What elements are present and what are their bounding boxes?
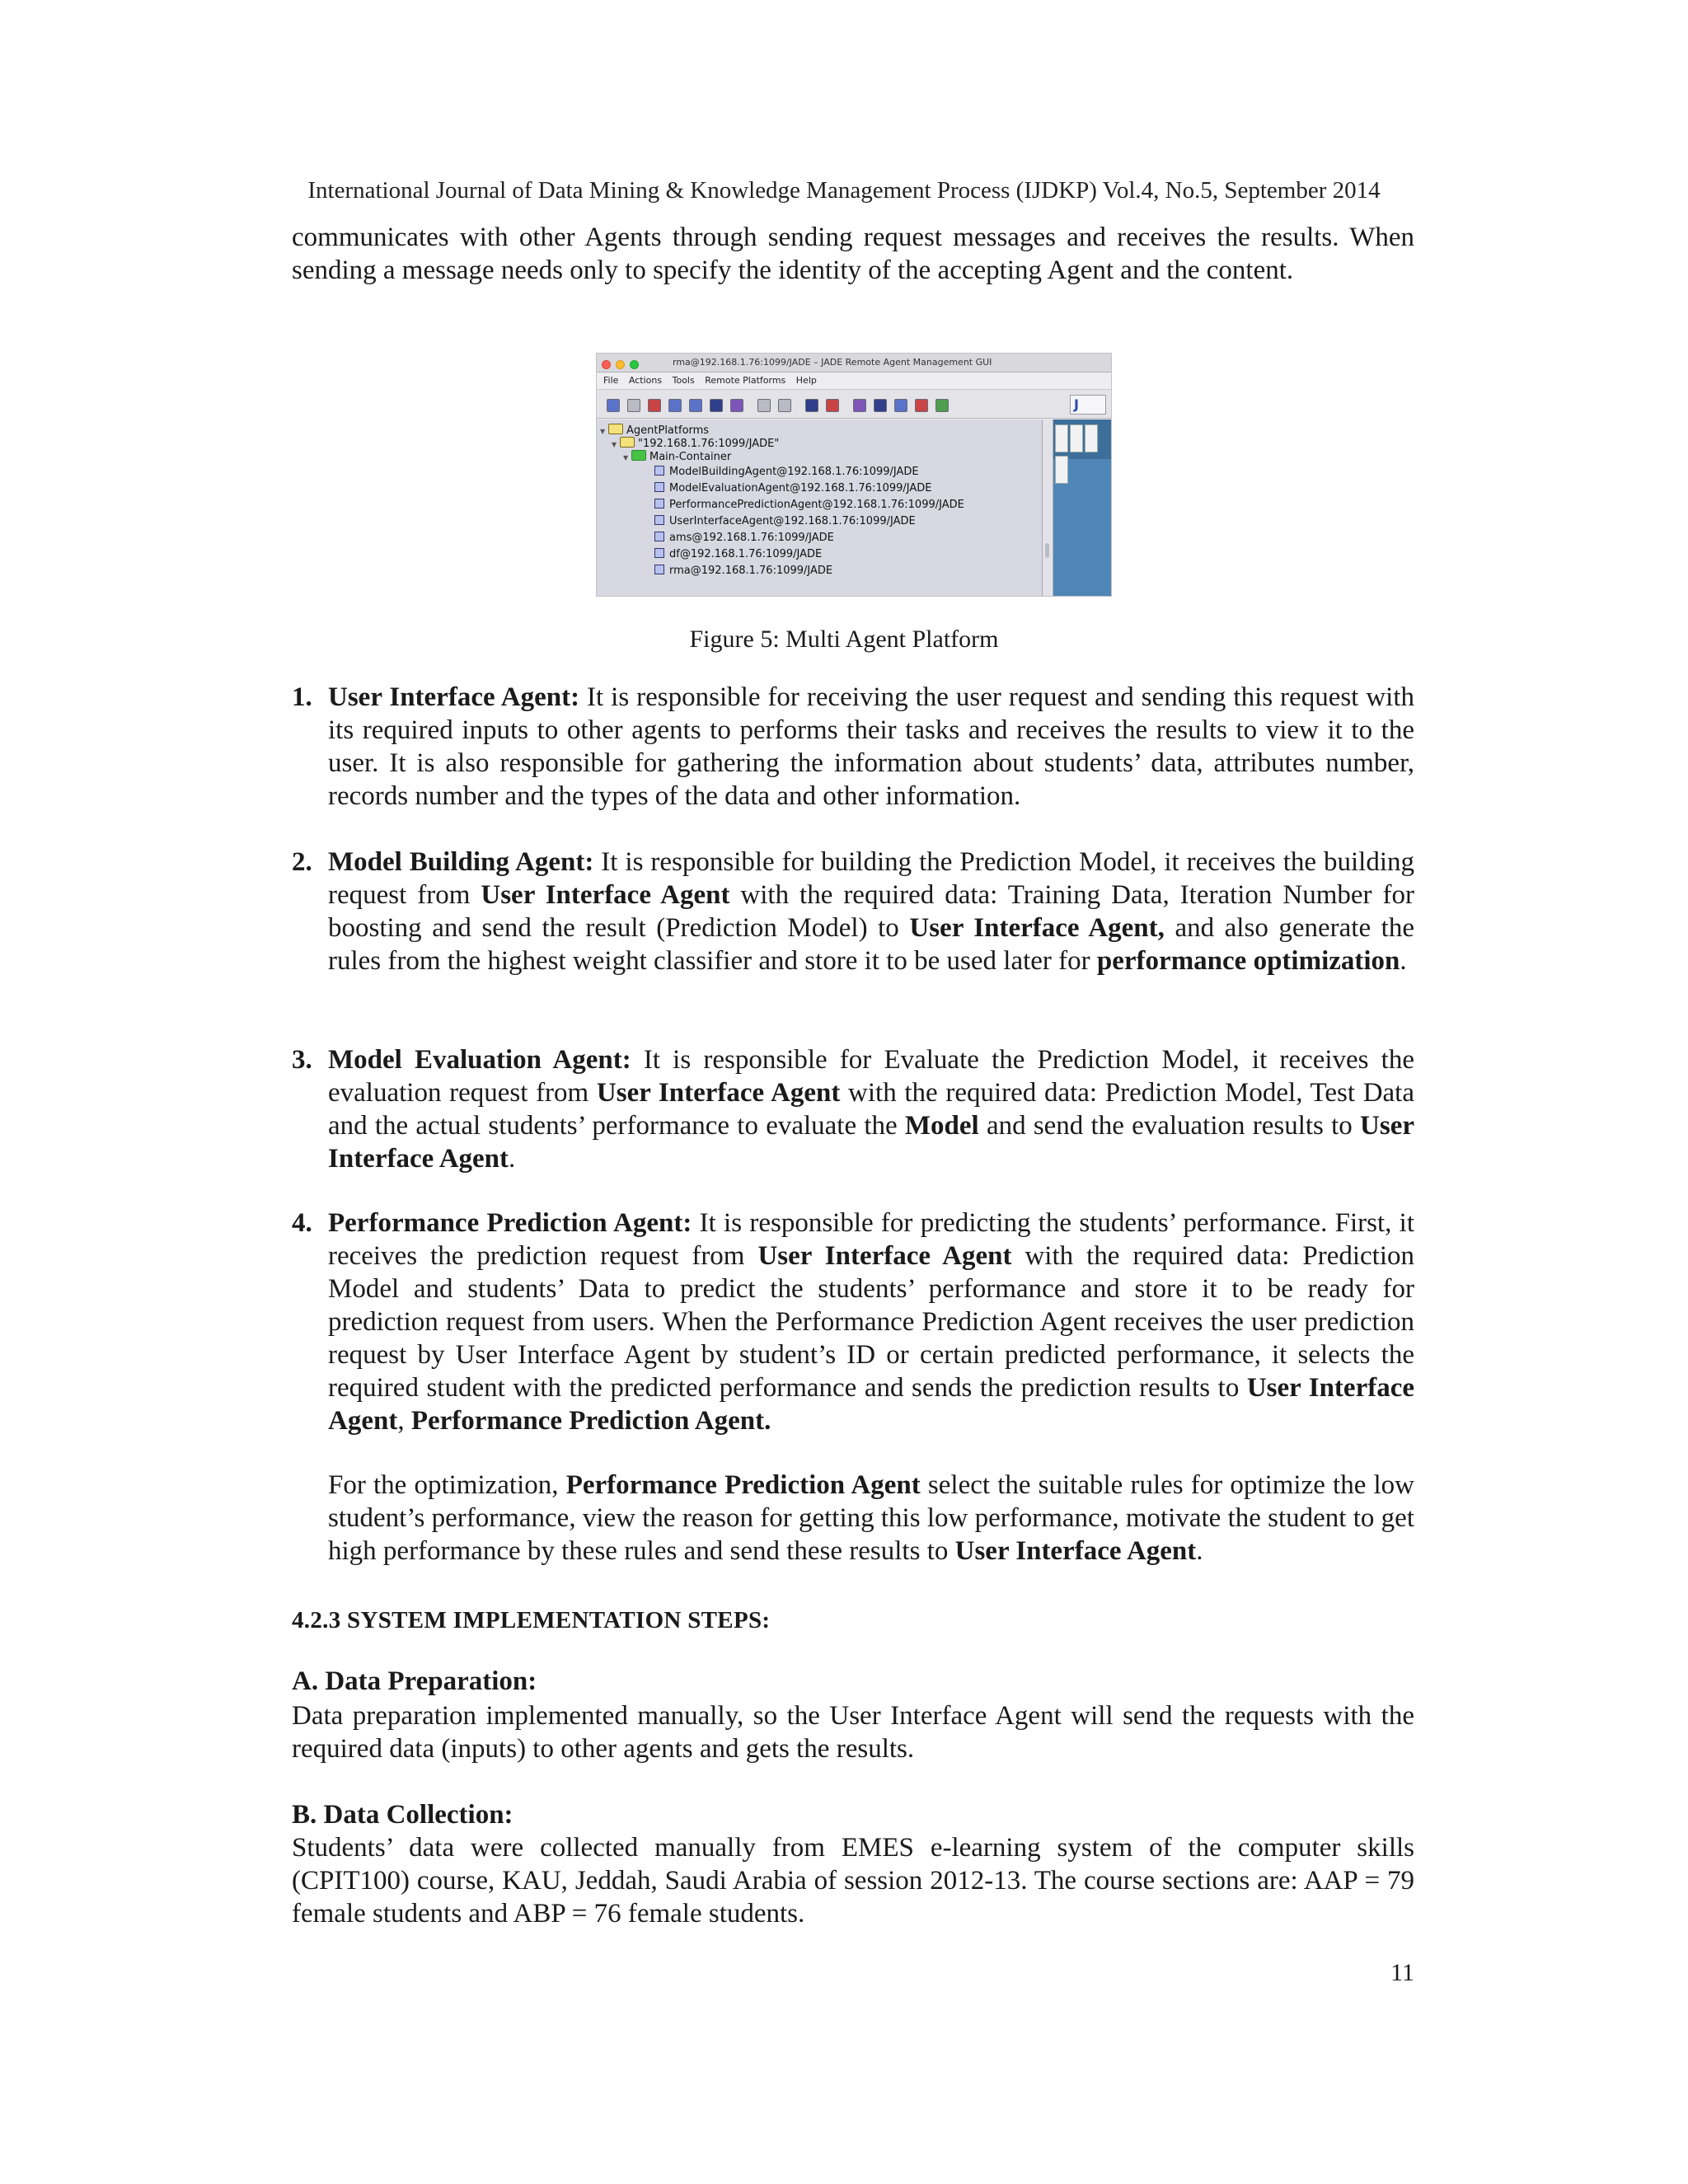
migrate-agent-icon[interactable]	[710, 399, 723, 412]
tree-agent-row[interactable]	[654, 497, 964, 513]
bold-text-run: User Interface Agent,	[909, 913, 1165, 943]
tree-agent-row[interactable]	[654, 563, 832, 579]
text-run: .	[1400, 946, 1407, 976]
list-number: 1.	[292, 682, 312, 712]
section-heading: 4.2.3 SYSTEM IMPLEMENTATION STEPS:	[292, 1607, 771, 1633]
agent-tree	[597, 419, 1043, 596]
tree-node-label: AgentPlatforms	[626, 424, 710, 437]
text-run: It is responsible for predicting the students’ performance. First, it receives the prediction request from	[328, 1208, 1415, 1271]
jade-logo-icon: J	[1070, 395, 1106, 415]
agent-icon	[654, 565, 664, 574]
agent-icon	[654, 515, 664, 525]
sniffer-agent-icon[interactable]	[853, 399, 866, 412]
agent-label: ModelEvaluationAgent@192.168.1.76:1099/JADE	[669, 482, 932, 494]
freeze-agent-icon[interactable]	[778, 399, 791, 412]
text-run: and also generate the rules from the highest weight classifier and store it to be used later for	[328, 913, 1414, 976]
minimize-window-icon[interactable]	[616, 360, 625, 369]
kill-agent-icon[interactable]	[627, 399, 640, 412]
text-run: with the required data: Prediction Model, Test Data and the actual students’ performance to evaluate the	[328, 1078, 1414, 1141]
text-run: It is responsible for receiving the user request and sending this request with its required inputs to other agents to performs their tasks and receives the results to view it to the user. It is also responsible for gathering the information about students’ data, attributes number, records number and the types of the data and other information.	[328, 682, 1414, 811]
tree-scrollbar[interactable]	[1043, 419, 1053, 596]
menu-remote-platforms[interactable]: Remote Platforms	[705, 375, 786, 386]
agent-icon	[654, 482, 664, 492]
text-run: and send the evaluation results to	[978, 1111, 1361, 1141]
table-cell[interactable]	[1055, 424, 1068, 452]
data-collection-paragraph: Students’ data were collected manually from EMES e-learning system of the computer skills (CPIT100) course, KAU, Jeddah, Saudi Arabia of session 2012-13. The course sections are: AAP = 79 female students and ABP = 76 female students.	[292, 1833, 1414, 1929]
list-number: 4.	[292, 1208, 312, 1238]
text-run: For the optimization,	[328, 1470, 566, 1500]
bold-text-run: Performance Prediction Agent.	[410, 1406, 771, 1436]
menu-file[interactable]: File	[603, 375, 619, 386]
table-cell[interactable]	[1085, 424, 1098, 452]
agent-label: rma@192.168.1.76:1099/JADE	[669, 565, 833, 577]
subheading-data-preparation: A. Data Preparation:	[292, 1666, 537, 1696]
df-gui-icon[interactable]	[826, 399, 839, 412]
scroll-thumb[interactable]	[1045, 543, 1049, 558]
text-run: .	[1196, 1536, 1203, 1566]
menu-actions[interactable]: Actions	[628, 375, 663, 386]
agent-label: UserInterfaceAgent@192.168.1.76:1099/JADE	[669, 515, 916, 527]
running-header: International Journal of Data Mining & Knowledge Management Process (IJDKP) Vol.4, No.5, September 2014	[307, 177, 1381, 204]
expand-arrow-icon[interactable]: ▼	[612, 441, 617, 448]
text-run: It is responsible for Evaluate the Prediction Model, it receives the evaluation request from	[328, 1045, 1414, 1108]
list-item-text	[328, 1469, 1414, 1568]
expand-arrow-icon[interactable]: ▼	[623, 454, 629, 462]
agent-icon	[654, 499, 664, 509]
tree-agent-row[interactable]	[654, 480, 932, 497]
agent-label: ModelBuildingAgent@192.168.1.76:1099/JADE	[669, 466, 919, 478]
new-agent-icon[interactable]	[607, 399, 620, 412]
list-number: 3.	[292, 1045, 312, 1075]
menu-bar	[597, 373, 1111, 390]
text-run: .	[509, 1144, 516, 1174]
text-run: with the required data: Prediction Model and students’ Data to predict the students’ performance and store it to be ready for prediction request from users. When the Performance Prediction Agent receives the user prediction request by User Interface Agent by student’s ID or certain predicted performance, it selects the required student with the predicted performance and sends the prediction results to	[328, 1241, 1414, 1403]
text-run: ,	[397, 1406, 411, 1436]
bold-text-run: User Interface Agent:	[328, 682, 580, 712]
dummy-agent-icon[interactable]	[805, 399, 818, 412]
page-number: 11	[1390, 1959, 1414, 1986]
clone-agent-icon[interactable]	[689, 399, 702, 412]
agent-icon	[654, 548, 664, 558]
tree-agent-row[interactable]	[654, 464, 919, 480]
agent-label: df@192.168.1.76:1099/JADE	[669, 548, 823, 560]
menu-help[interactable]: Help	[795, 375, 817, 386]
tree-agent-row[interactable]	[654, 530, 834, 546]
menu-tools[interactable]: Tools	[672, 375, 695, 386]
resume-agent-icon[interactable]	[668, 399, 682, 412]
bold-text-run: performance optimization	[1096, 946, 1400, 976]
folder-icon	[620, 437, 635, 448]
list-item-text	[328, 846, 1414, 977]
expand-arrow-icon[interactable]: ▼	[600, 428, 606, 435]
window-controls	[602, 358, 644, 376]
agent-details-pane	[1053, 419, 1111, 596]
list-item-text	[328, 1207, 1414, 1437]
bold-text-run: User Interface Agent	[481, 880, 730, 910]
list-number: 2.	[292, 847, 312, 877]
bold-text-run: Model Building Agent:	[328, 847, 594, 877]
figure-caption: Figure 5: Multi Agent Platform	[689, 626, 999, 653]
window-titlebar	[597, 354, 1111, 373]
toolbar	[597, 390, 1111, 419]
bold-text-run: User Interface Agent	[328, 1111, 1414, 1174]
text-run: It is responsible for building the Prediction Model, it receives the building request from	[328, 847, 1414, 910]
list-item-text	[328, 681, 1414, 813]
bold-text-run: Performance Prediction Agent:	[328, 1208, 692, 1238]
text-run: select the suitable rules for optimize the low student’s performance, view the reason for getting this low performance, motivate the student to get high performance by these rules and send these results to	[328, 1470, 1414, 1566]
tree-agent-row[interactable]	[654, 513, 916, 530]
tree-node-label: "192.168.1.76:1099/JADE"	[638, 438, 780, 450]
subheading-data-collection: B. Data Collection:	[292, 1800, 513, 1830]
container-folder-icon	[631, 450, 646, 461]
zoom-window-icon[interactable]	[630, 360, 639, 369]
add-platform-icon[interactable]	[935, 399, 949, 412]
bold-text-run: User Interface Agent	[757, 1241, 1012, 1271]
suspend-agent-icon[interactable]	[648, 399, 661, 412]
folder-icon	[608, 424, 623, 434]
bold-text-run: Model Evaluation Agent:	[328, 1045, 631, 1075]
window-title: rma@192.168.1.76:1099/JADE – JADE Remote Agent Management GUI	[673, 357, 992, 368]
intro-paragraph: communicates with other Agents through sending request messages and receives the results. When sending a message needs only to specify the identity of the accepting Agent and the content.	[292, 223, 1414, 285]
text-run: with the required data: Training Data, Iteration Number for boosting and send the result (Prediction Model) to	[328, 880, 1414, 943]
close-window-icon[interactable]	[602, 360, 611, 369]
send-message-icon[interactable]	[757, 399, 771, 412]
introspector-agent-icon[interactable]	[874, 399, 887, 412]
bug-icon[interactable]	[915, 399, 928, 412]
jade-rma-screenshot	[596, 353, 1112, 597]
tree-agent-row[interactable]	[654, 546, 822, 563]
agent-label: ams@192.168.1.76:1099/JADE	[669, 532, 834, 544]
table-cell[interactable]	[1055, 456, 1068, 484]
agent-icon	[654, 466, 664, 476]
bold-text-run: Performance Prediction Agent	[565, 1470, 921, 1500]
bold-text-run: User Interface Agent	[954, 1536, 1197, 1566]
table-cell[interactable]	[1070, 424, 1083, 452]
tree-node-label: Main-Container	[649, 451, 732, 463]
save-agent-icon[interactable]	[730, 399, 743, 412]
bold-text-run: User Interface Agent	[596, 1078, 841, 1108]
agent-icon	[654, 532, 664, 541]
bold-text-run: Model	[904, 1111, 979, 1141]
agent-label: PerformancePredictionAgent@192.168.1.76:1099/JADE	[669, 499, 964, 511]
details-table	[1055, 424, 1111, 487]
bold-text-run: User Interface Agent	[328, 1373, 1414, 1436]
list-item-text	[328, 1043, 1414, 1175]
data-preparation-paragraph: Data preparation implemented manually, so the User Interface Agent will send the requests with the required data (inputs) to other agents and gets the results.	[292, 1701, 1414, 1764]
log-manager-icon[interactable]	[894, 399, 907, 412]
